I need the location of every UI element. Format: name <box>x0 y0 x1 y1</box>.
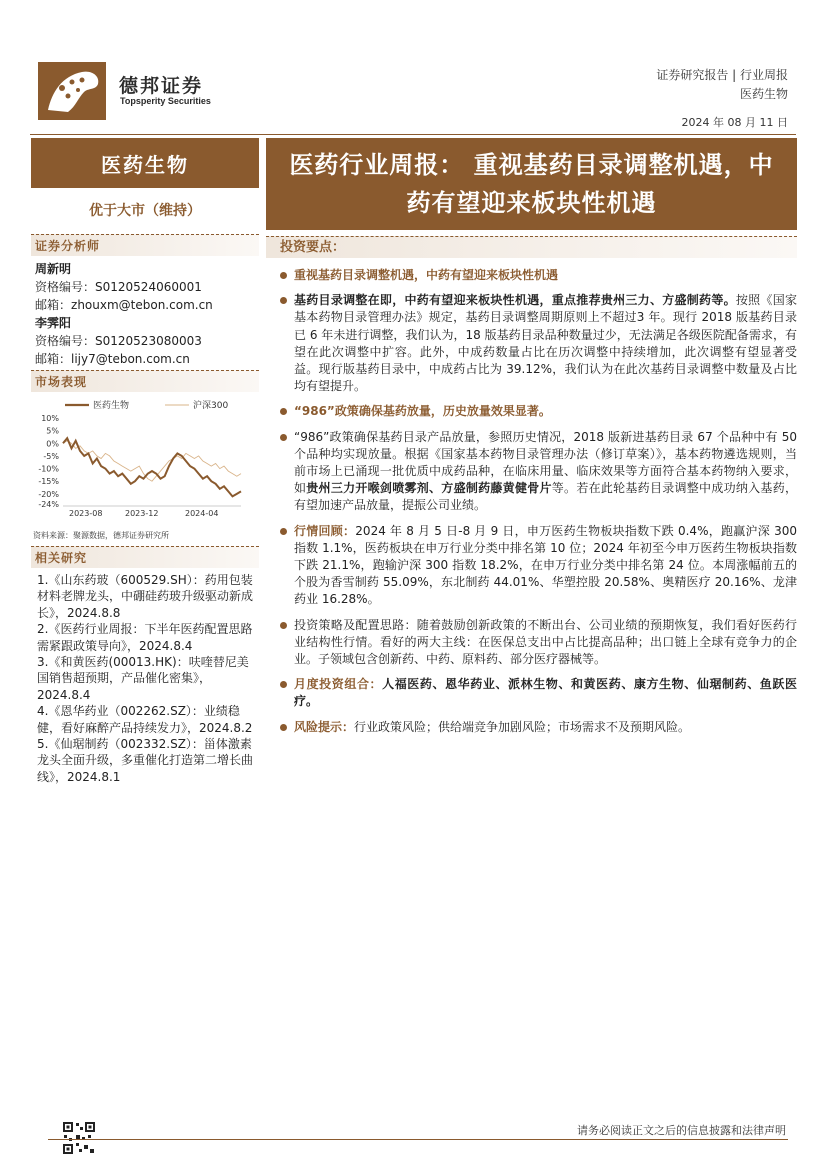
chart-source: 资料来源：聚源数据，德邦证券研究所 <box>33 531 169 540</box>
market-performance-chart <box>31 396 259 524</box>
point-1: 重视基药目录调整机遇，中药有望迎来板块性机遇 <box>276 267 797 284</box>
report-body <box>276 267 797 744</box>
y-tick-label: 10% <box>41 414 59 423</box>
analyst-name: 周新明 <box>35 262 72 276</box>
x-tick-label: 2023-08 <box>69 509 103 518</box>
related-item[interactable]: 3.《和黄医药(00013.HK)：呋喹替尼美国销售超预期，产品催化密集》，2024.8.4 <box>37 655 249 702</box>
analyst-heading: 证券分析师 <box>31 234 259 256</box>
report-date: 2024 年 08 月 11 日 <box>681 116 788 129</box>
analyst-entry <box>35 260 259 314</box>
analyst-name: 李霁阳 <box>35 316 72 330</box>
company-name-cn: 德邦证券 <box>119 75 204 97</box>
x-tick-label: 2023-12 <box>125 509 159 518</box>
y-tick-label: -15% <box>38 477 59 487</box>
y-tick-label: -20% <box>38 489 59 499</box>
industry-rating: 优于大市（维持） <box>89 203 201 219</box>
qr-code-icon <box>62 1121 96 1155</box>
analyst-list <box>35 260 259 368</box>
report-type: 证券研究报告 | 行业周报 <box>656 68 788 82</box>
cert-number: S0120523080003 <box>95 334 202 348</box>
related-heading: 相关研究 <box>31 546 259 568</box>
bullet-icon <box>280 434 287 441</box>
point-8: 风险提示：行业政策风险；供给端竞争加剧风险；市场需求不及预期风险。 <box>276 719 797 736</box>
cert-label: 资格编号： <box>35 334 96 348</box>
y-tick-label: 0% <box>46 439 59 449</box>
cert-label: 资格编号： <box>35 280 96 294</box>
company-logo-icon <box>38 62 106 120</box>
footer-divider <box>48 1139 788 1140</box>
y-tick-label: -10% <box>38 464 59 474</box>
email-label: 邮箱： <box>35 352 72 366</box>
related-item[interactable]: 2.《医药行业周报：下半年医药配置思路需紧跟政策导向》，2024.8.4 <box>37 622 253 653</box>
bullet-icon <box>280 681 287 688</box>
related-item[interactable]: 5.《仙琚制药（002332.SZ）：甾体激素龙头全面升级，多重催化打造第二增长曲线》，2024.8.1 <box>37 737 254 784</box>
y-tick-label: -24% <box>38 500 59 509</box>
point-6: 投资策略及配置思路：随着鼓励创新政策的不断出台、公司业绩的预期恢复，我们看好医药行业结构性行情。看好的两大主线：在医保总支出中占比提高品种；出口链上全球有竞争力的企业。子领域包含创新药、中药、原料药、部分医疗器械等。 <box>276 617 797 669</box>
report-sector: 医药生物 <box>739 87 788 101</box>
company-name-en: Topsperity Securities <box>120 96 211 106</box>
x-tick-label: 2024-04 <box>185 509 219 518</box>
sector-label: 医药生物 <box>31 138 259 188</box>
series-line <box>63 438 241 496</box>
point-2: 基药目录调整在即，中药有望迎来板块性机遇，重点推荐贵州三力、方盛制药等。按照《国家基本药物目录管理办法》规定，基药目录调整周期原则上不超过3 年。现行 2018 版基药目录已 6 年未进行调整，我们认为，18 版基药目录品种数量过少，无法满足各级医院配备需求，有望在此次调整中扩容。此外，中成药数量占比在历次调整中持续增加，此次调整有望显著受益。现行版基药目录中，中成药占比为 39.12%，我们认为在此次基药目录调整中数量及占比均有望提升。 <box>276 292 797 395</box>
footer-disclaimer: 请务必阅读正文之后的信息披露和法律声明 <box>577 1124 786 1137</box>
bullet-icon <box>280 272 287 279</box>
bullet-icon <box>280 622 287 629</box>
bullet-icon <box>280 297 287 304</box>
point-3: “986”政策确保基药放量，历史放量效果显著。 <box>276 403 797 420</box>
related-item[interactable]: 4.《恩华药业（002262.SZ）：业绩稳健，看好麻醉产品持续发力》，2024.8.2 <box>37 704 253 735</box>
market-heading: 市场表现 <box>31 370 259 392</box>
point-4: “986”政策确保基药目录产品放量，参照历史情况，2018 版新进基药目录 67 个品种中有 50 个品种均实现放量。根据《国家基本药物目录管理办法（修订草案）》，基本药物遴选规则，当前市场上已涌现一批优质中成药品种，在临床用量、临床效果等方面符合基本药物纳入要求，如贵州三力开喉剑喷雾剂、方盛制药藤黄健骨片等。若在此轮基药目录调整中成功纳入基药，有望加速产品放量，提振公司业绩。 <box>276 429 797 515</box>
key-points-heading: 投资要点： <box>266 236 797 258</box>
series-line <box>63 441 241 481</box>
analyst-email[interactable]: lijy7@tebon.com.cn <box>71 352 190 366</box>
legend-label: 沪深300 <box>193 401 229 411</box>
point-5: 行情回顾：2024 年 8 月 5 日-8 月 9 日，申万医药生物板块指数下跌 0.4%，跑赢沪深 300 指数 1.1%，医药板块在申万行业分类中排名第 10 位；2024 年初至今申万医药生物板块指数下跌 21.1%，跑输沪深 300 指数 18.2%，在申万行业分类中排名第 24 位。本周涨幅前五的个股为香雪制药 55.09%，东北制药 44.01%、华塑控股 20.58%、奥精医疗 20.16%、龙津药业 16.28%。 <box>276 523 797 609</box>
analyst-entry <box>35 314 259 368</box>
point-7: 月度投资组合：人福医药、恩华药业、派林生物、和黄医药、康方生物、仙琚制药、鱼跃医疗。 <box>276 676 797 710</box>
y-tick-label: -5% <box>43 451 59 461</box>
report-meta <box>656 66 788 104</box>
analyst-email[interactable]: zhouxm@tebon.com.cn <box>71 298 213 312</box>
report-title: 医药行业周报： 重视基药目录调整机遇，中药有望迎来板块性机遇 <box>266 138 797 230</box>
related-research-list <box>37 572 259 785</box>
cert-number: S0120524060001 <box>95 280 202 294</box>
header-divider <box>30 134 796 135</box>
email-label: 邮箱： <box>35 298 72 312</box>
bullet-icon <box>280 528 287 535</box>
bullet-icon <box>280 408 287 415</box>
y-tick-label: 5% <box>46 426 59 436</box>
bullet-icon <box>280 724 287 731</box>
related-item[interactable]: 1.《山东药玻（600529.SH）：药用包装材料老牌龙头，中硼硅药玻升级驱动新成长》，2024.8.8 <box>37 573 254 620</box>
legend-label: 医药生物 <box>93 401 130 411</box>
